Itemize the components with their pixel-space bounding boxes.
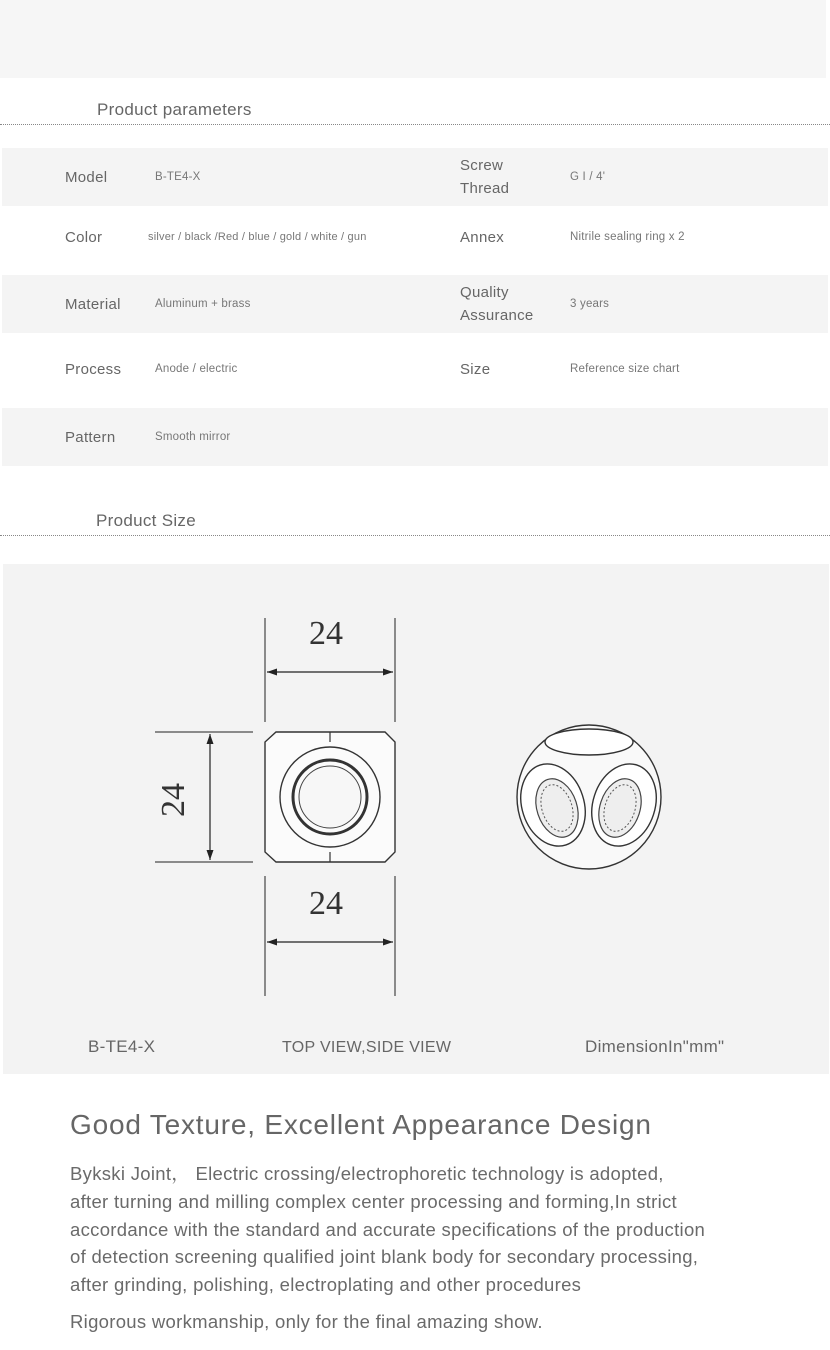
- parameters-section-title: Product parameters: [97, 100, 252, 119]
- param-value: 3 years: [570, 298, 610, 310]
- top-view-drawing: [265, 732, 395, 862]
- bottom-dimension-label: 24: [309, 885, 343, 922]
- param-value: G I / 4': [570, 171, 606, 183]
- param-row-model: [2, 148, 828, 206]
- description-line: accordance with the standard and accurate specifications of the production: [70, 1218, 706, 1240]
- bottom-dimension: [265, 876, 395, 996]
- param-label: Material: [65, 295, 121, 313]
- param-row-pattern: [2, 408, 828, 466]
- description-tagline: Rigorous workmanship, only for the final amazing show.: [70, 1311, 543, 1332]
- left-dimension: [155, 732, 253, 862]
- left-dimension-label: 24: [155, 783, 192, 817]
- param-label: Pattern: [65, 428, 116, 446]
- size-divider: [0, 535, 830, 536]
- param-label: Size: [460, 360, 491, 378]
- size-chart-panel: [3, 564, 829, 1074]
- views-caption: TOP VIEW,SIDE VIEW: [282, 1039, 452, 1056]
- description-line: of detection screening qualified joint blank body for secondary processing,: [70, 1246, 699, 1268]
- description-line: after grinding, polishing, electroplating and other procedures: [70, 1274, 582, 1296]
- param-row-color: [2, 208, 828, 266]
- top-dimension-label: 24: [309, 615, 343, 652]
- unit-caption: DimensionIn"mm": [585, 1037, 725, 1056]
- top-dimension: [265, 615, 395, 722]
- param-row-process: [2, 340, 828, 398]
- model-caption: B-TE4-X: [88, 1037, 156, 1056]
- param-value: B-TE4-X: [155, 171, 201, 183]
- param-row-material: [2, 275, 828, 333]
- dimension-drawing: [3, 564, 829, 1074]
- param-value: Nitrile sealing ring x 2: [570, 231, 685, 243]
- description-heading: Good Texture, Excellent Appearance Design: [70, 1109, 652, 1140]
- param-label: Model: [65, 168, 108, 186]
- description-line: after turning and milling complex center processing and forming,In strict: [70, 1190, 677, 1212]
- parameters-divider: [0, 124, 830, 125]
- param-value: Smooth mirror: [155, 431, 231, 443]
- param-value: Aluminum + brass: [155, 298, 251, 310]
- side-view-drawing: [511, 725, 667, 869]
- param-value: Reference size chart: [570, 363, 680, 375]
- size-section-title: Product Size: [96, 511, 196, 530]
- param-label: Process: [65, 360, 122, 378]
- param-label: Color: [65, 228, 103, 246]
- param-label: Screw Thread: [460, 157, 510, 197]
- param-value: Anode / electric: [155, 363, 238, 375]
- description-body: [70, 1160, 810, 1299]
- top-banner: [0, 0, 826, 78]
- description-line: Bykski Joint， Electric crossing/electrophoretic technology is adopted,: [70, 1163, 664, 1184]
- param-label: Annex: [460, 228, 505, 246]
- param-value: silver / black /Red / blue / gold / white / gun: [148, 231, 367, 243]
- param-label: Quality Assurance: [460, 284, 534, 324]
